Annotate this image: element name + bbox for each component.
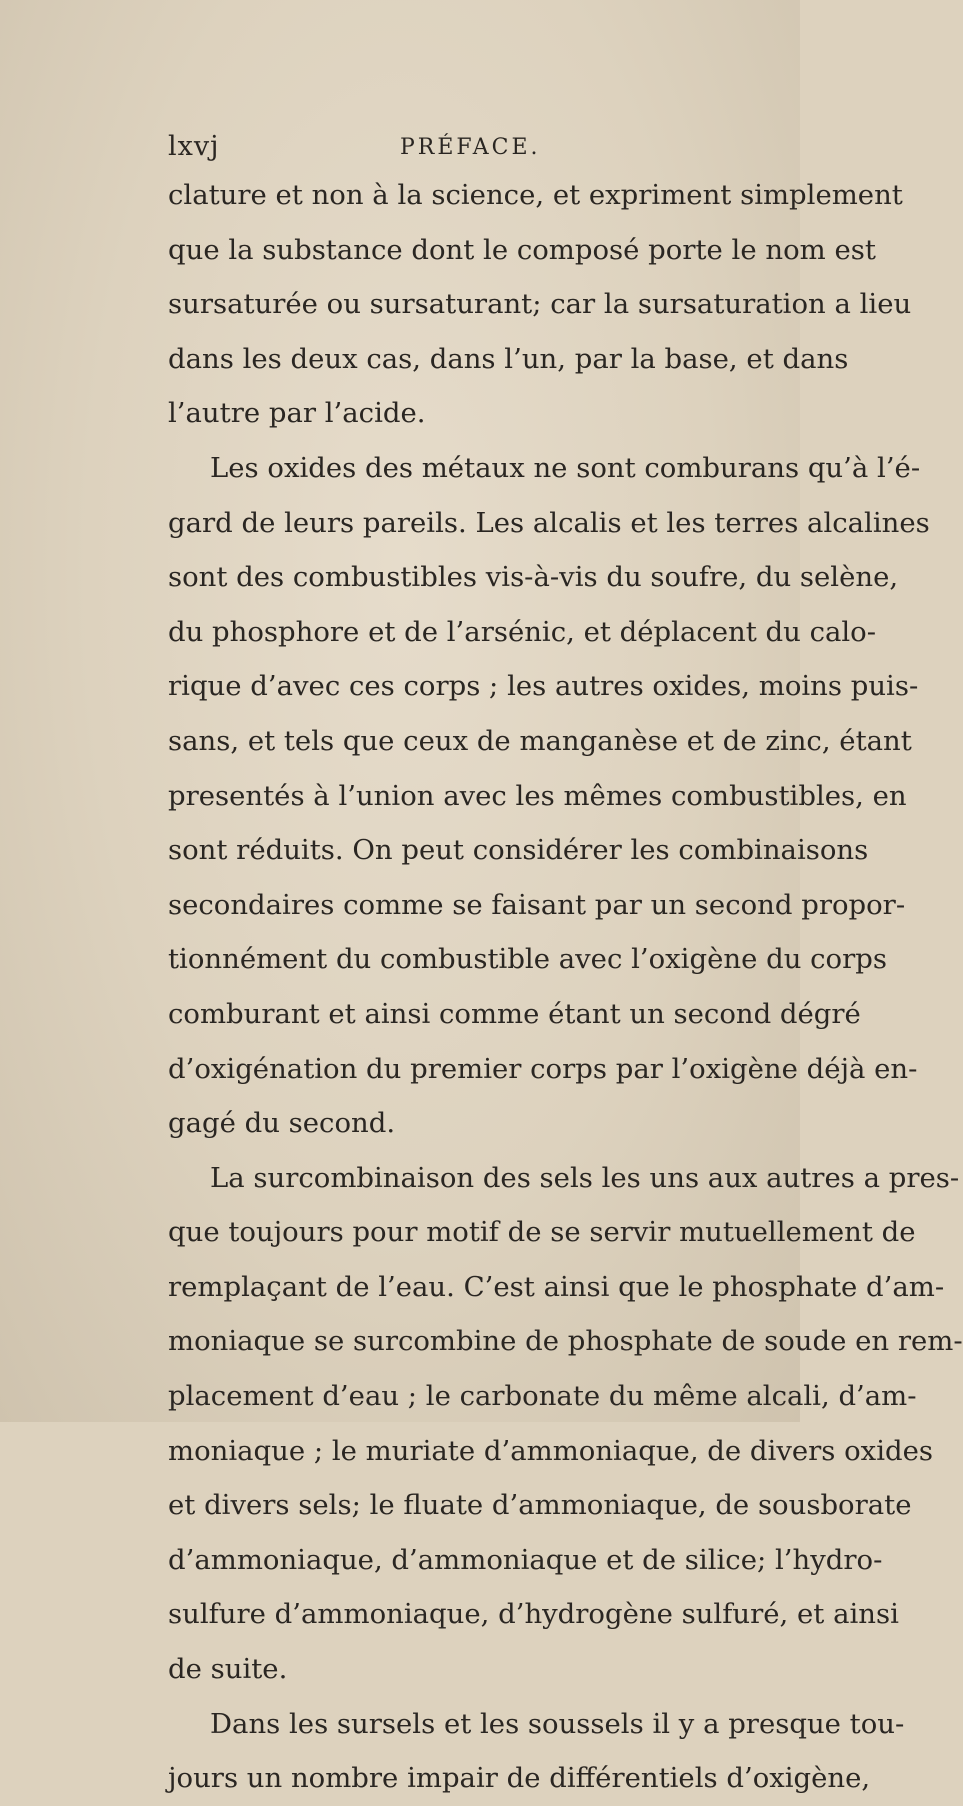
text-line: gard de leurs pareils. Les alcalis et les terres alcalines: [168, 506, 930, 539]
text-line: sulfure d’ammoniaque, d’hydrogène sulfuré, et ainsi: [168, 1598, 899, 1631]
text-line: presentés à l’union avec les mêmes combustibles, en: [168, 779, 907, 812]
text-line: d’ammoniaque, d’ammoniaque et de silice; l’hydro-: [168, 1543, 883, 1576]
text-line: que la substance dont le composé porte le nom est: [168, 233, 876, 266]
text-line: d’oxigénation du premier corps par l’oxigène déjà en-: [168, 1052, 918, 1085]
text-line: secondaires comme se faisant par un second propor-: [168, 888, 906, 921]
text-line: rique d’avec ces corps ; les autres oxides, moins puis-: [168, 670, 919, 703]
text-line: du phosphore et de l’arsénic, et déplacent du calo-: [168, 615, 877, 648]
text-line: jours un nombre impair de différentiels d’oxigène,: [168, 1762, 871, 1795]
page-number: lxvj: [168, 131, 220, 162]
text-line: comburant et ainsi comme étant un second dégré: [168, 997, 861, 1030]
text-line: et divers sels; le fluate d’ammoniaque, de sousborate: [168, 1489, 912, 1522]
text-line: tionnément du combustible avec l’oxigène du corps: [168, 943, 887, 976]
text-line: sursaturée ou sursaturant; car la sursaturation a lieu: [168, 288, 912, 321]
text-line: l’autre par l’acide.: [168, 397, 426, 430]
text-line: clature et non à la science, et expriment simplement: [168, 179, 903, 211]
text-line: Les oxides des métaux ne sont comburans qu’à l’é-: [210, 451, 921, 484]
text-line: sont des combustibles vis-à-vis du soufre, du selène,: [168, 561, 899, 594]
text-line: moniaque se surcombine de phosphate de soude en rem-: [168, 1325, 963, 1358]
body-text: [168, 168, 963, 1806]
text-line: moniaque ; le muriate d’ammoniaque, de divers oxides: [168, 1434, 933, 1467]
text-line: remplaçant de l’eau. C’est ainsi que le phosphate d’am-: [168, 1270, 945, 1303]
text-line: que toujours pour motif de se servir mutuellement de: [168, 1216, 916, 1249]
text-line: Dans les sursels et les soussels il y a presque tou-: [210, 1707, 905, 1740]
text-line: placement d’eau ; le carbonate du même alcali, d’am-: [168, 1380, 917, 1413]
page-header: [168, 131, 728, 171]
text-line: sont réduits. On peut considérer les combinaisons: [168, 834, 869, 867]
text-line: dans les deux cas, dans l’un, par la base, et dans: [168, 342, 849, 375]
text-line: La surcombinaison des sels les uns aux autres a pres-: [210, 1161, 960, 1194]
running-title: PRÉFACE.: [400, 135, 541, 160]
text-line: gagé du second.: [168, 1107, 396, 1140]
text-line: sans, et tels que ceux de manganèse et de zinc, étant: [168, 724, 912, 757]
text-line: de suite.: [168, 1653, 288, 1686]
